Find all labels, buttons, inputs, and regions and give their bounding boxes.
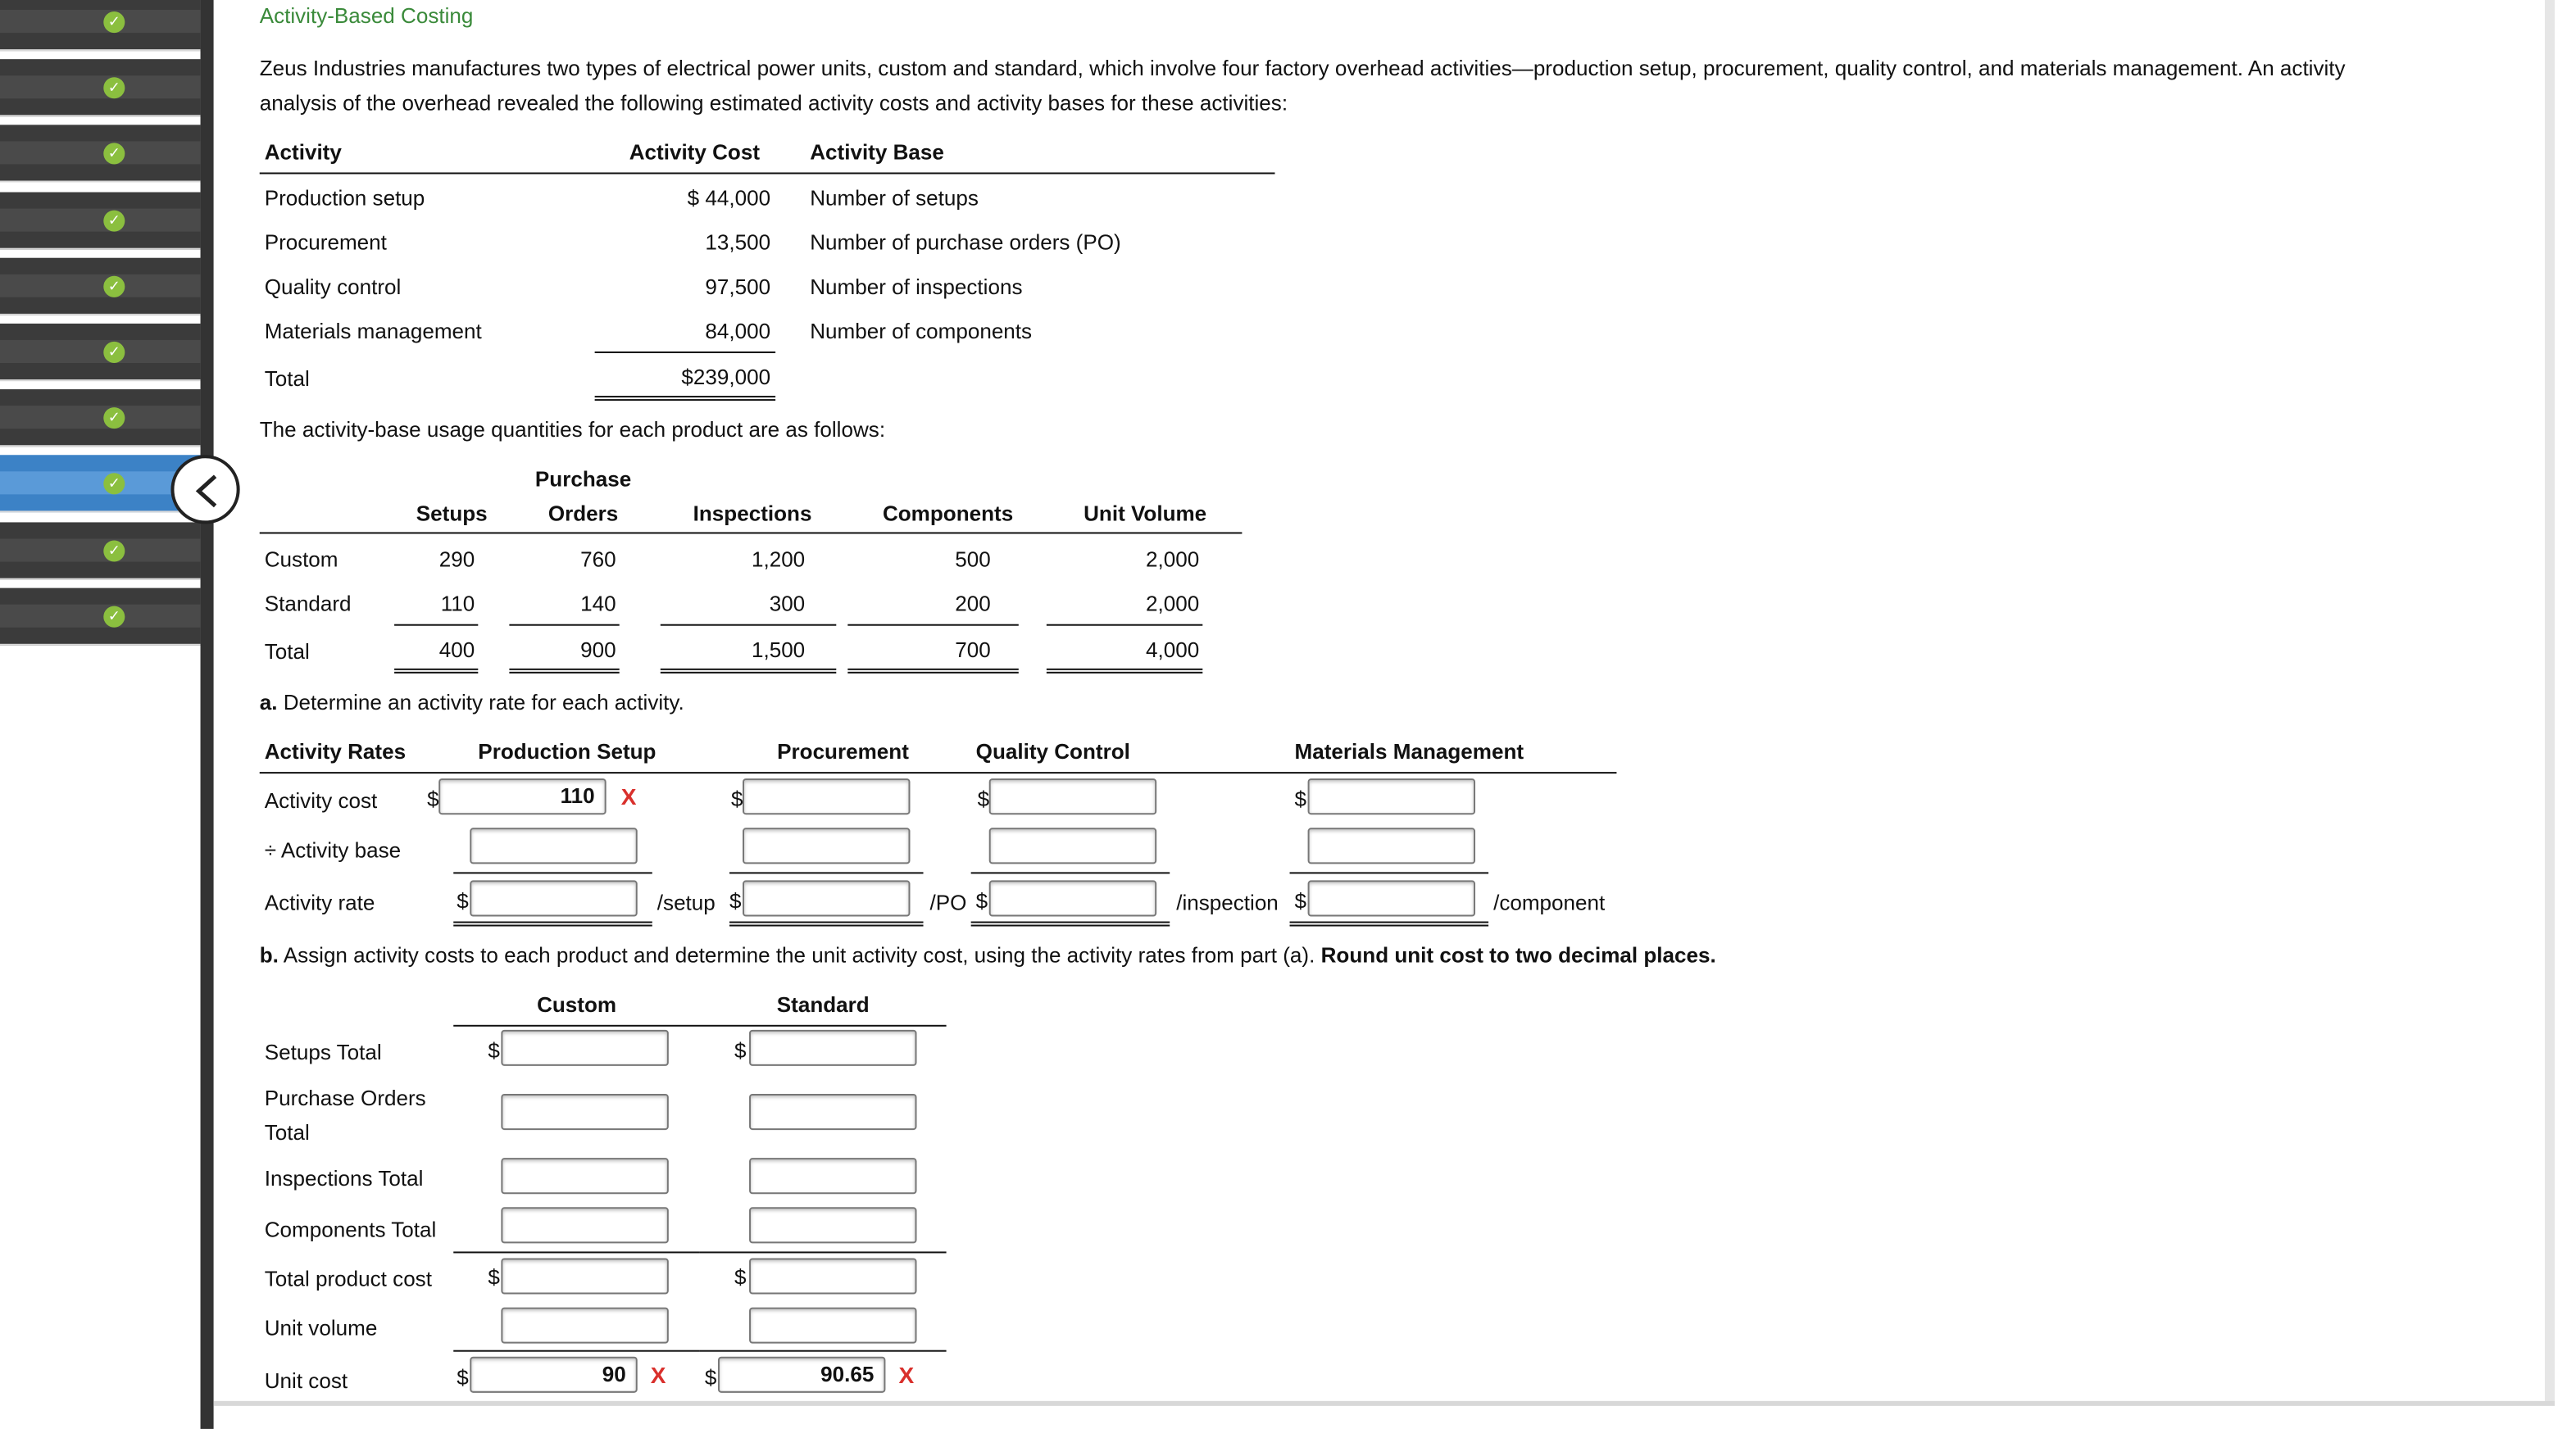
materials-activity-base-input[interactable] xyxy=(1308,828,1475,864)
sidebar-item[interactable] xyxy=(0,522,201,579)
currency-symbol: $ xyxy=(1294,787,1307,812)
row-label-inspections-total: Inspections Total xyxy=(264,1166,424,1191)
t2-total-inspections: 1,500 xyxy=(751,637,806,662)
t2-custom-setups: 290 xyxy=(438,547,475,572)
divider xyxy=(1047,624,1202,626)
t1-row1-cost: $ 44,000 xyxy=(687,185,771,211)
t2-standard-inspections: 300 xyxy=(769,591,806,616)
check-icon: ✓ xyxy=(103,474,125,495)
page-title: Activity-Based Costing xyxy=(259,3,474,29)
unit-per-po: /PO xyxy=(929,890,967,915)
t2-custom-components: 500 xyxy=(955,547,991,572)
part-a-text: Determine an activity rate for each activity. xyxy=(283,689,684,714)
double-underline xyxy=(729,922,924,927)
row-label-activity-base: ÷ Activity base xyxy=(264,837,402,863)
t1-total-cost: $239,000 xyxy=(681,364,771,390)
check-icon: ✓ xyxy=(103,540,125,561)
sidebar-item-bar xyxy=(0,406,201,429)
t1-total-label: Total xyxy=(264,366,310,392)
row-label-setups-total: Setups Total xyxy=(264,1039,382,1064)
standard-unit-cost-input[interactable]: 90.65 xyxy=(718,1357,885,1393)
t1-row1-base: Number of setups xyxy=(810,185,979,211)
standard-inspections-total-input[interactable] xyxy=(749,1158,916,1194)
currency-symbol: $ xyxy=(488,1264,500,1290)
quality-activity-cost-input[interactable] xyxy=(989,778,1156,814)
divider xyxy=(509,624,619,626)
col-header-unit-volume: Unit Volume xyxy=(1084,501,1207,526)
divider xyxy=(260,532,1243,533)
sidebar-item-bar xyxy=(0,604,201,627)
t2-standard-components: 200 xyxy=(955,591,991,616)
double-underline xyxy=(394,669,478,674)
t2-standard-po: 140 xyxy=(580,591,616,616)
custom-unit-volume-input[interactable] xyxy=(501,1308,668,1344)
check-icon: ✓ xyxy=(103,342,125,363)
t1-row4-base: Number of components xyxy=(810,318,1033,343)
sidebar xyxy=(0,0,201,651)
double-underline xyxy=(847,669,1018,674)
currency-symbol: $ xyxy=(729,888,742,914)
double-underline xyxy=(971,922,1170,927)
row-label-purchase-orders-total: Total xyxy=(264,1120,310,1145)
col-header-inspections: Inspections xyxy=(693,501,812,526)
col-header-standard: Standard xyxy=(776,991,870,1017)
currency-symbol: $ xyxy=(1294,888,1307,914)
t1-row1-activity: Production setup xyxy=(264,185,425,211)
bottom-divider xyxy=(214,1401,2555,1406)
t2-row-custom-label: Custom xyxy=(264,547,338,572)
divider xyxy=(260,772,1617,773)
col-header-procurement: Procurement xyxy=(777,739,909,764)
sidebar-item[interactable] xyxy=(0,0,201,51)
sidebar-item-bar xyxy=(0,538,201,561)
t1-row2-base: Number of purchase orders (PO) xyxy=(810,229,1121,255)
sidebar-item[interactable] xyxy=(0,389,201,447)
sidebar-item-bar xyxy=(0,340,201,363)
double-underline xyxy=(1290,922,1489,927)
sidebar-item[interactable] xyxy=(0,60,201,117)
divider xyxy=(595,352,775,353)
t1-row2-cost: 13,500 xyxy=(705,229,771,255)
setup-activity-base-input[interactable] xyxy=(470,828,637,864)
currency-symbol: $ xyxy=(488,1037,500,1063)
custom-setups-total-input[interactable] xyxy=(501,1030,668,1066)
check-icon: ✓ xyxy=(103,11,125,33)
t2-custom-po: 760 xyxy=(580,547,616,572)
check-icon: ✓ xyxy=(103,210,125,231)
part-b-prompt xyxy=(260,943,1716,968)
intro-text-cont: analysis of the overhead revealed the following estimated activity costs and activity bases for these activities: xyxy=(259,90,1288,116)
t2-row-total-label: Total xyxy=(264,638,310,664)
currency-symbol: $ xyxy=(704,1364,717,1390)
divider xyxy=(453,1350,700,1352)
col-header-activity-cost: Activity Cost xyxy=(629,139,761,165)
standard-setups-total-input[interactable] xyxy=(749,1030,916,1066)
divider xyxy=(729,872,924,873)
row-label-total-product-cost: Total product cost xyxy=(264,1266,432,1291)
t2-total-units: 4,000 xyxy=(1146,637,1200,662)
sidebar-item[interactable] xyxy=(0,125,201,183)
t2-total-components: 700 xyxy=(955,637,991,662)
t2-standard-units: 2,000 xyxy=(1146,591,1200,616)
t2-standard-setups: 110 xyxy=(440,591,475,616)
quality-activity-rate-input[interactable] xyxy=(989,880,1156,916)
materials-activity-cost-input[interactable] xyxy=(1308,778,1475,814)
sidebar-item[interactable] xyxy=(0,192,201,249)
currency-symbol: $ xyxy=(734,1037,747,1063)
col-header-production-setup: Production Setup xyxy=(478,739,656,764)
right-scroll-rail xyxy=(2545,0,2555,1404)
intro-text: Zeus Industries manufactures two types of electrical power units, custom and standard, which involve four factory overhead activities—production setup, procurement, quality control, and materials management. An activity xyxy=(259,56,2346,81)
collapse-sidebar-button[interactable] xyxy=(170,455,239,524)
double-underline xyxy=(1047,669,1202,674)
custom-total-product-cost-input[interactable] xyxy=(501,1258,668,1294)
materials-activity-rate-input[interactable] xyxy=(1308,880,1475,916)
t1-row3-base: Number of inspections xyxy=(810,274,1023,299)
divider xyxy=(700,1350,947,1352)
check-icon: ✓ xyxy=(103,275,125,297)
t1-row3-cost: 97,500 xyxy=(705,274,771,299)
currency-symbol: $ xyxy=(457,1364,469,1390)
chevron-left-icon xyxy=(191,473,224,509)
procurement-activity-rate-input[interactable] xyxy=(743,880,910,916)
row-label-unit-volume: Unit volume xyxy=(264,1315,378,1341)
check-icon: ✓ xyxy=(103,606,125,627)
col-header-materials-management: Materials Management xyxy=(1294,739,1524,764)
incorrect-mark: X xyxy=(620,783,637,810)
standard-components-total-input[interactable] xyxy=(749,1207,916,1243)
standard-unit-volume-input[interactable] xyxy=(749,1308,916,1344)
divider xyxy=(394,624,478,626)
sidebar-item-bar xyxy=(0,142,201,165)
divider xyxy=(971,872,1170,873)
col-header-setups: Setups xyxy=(416,501,488,526)
t2-total-po: 900 xyxy=(580,637,616,662)
t2-total-setups: 400 xyxy=(438,637,475,662)
divider xyxy=(700,1251,947,1253)
sidebar-rail xyxy=(201,0,214,1429)
custom-unit-cost-input[interactable]: 90 xyxy=(470,1357,637,1393)
unit-per-setup: /setup xyxy=(656,890,716,915)
double-underline xyxy=(595,396,775,401)
setup-activity-rate-input[interactable] xyxy=(470,880,637,916)
t1-row3-activity: Quality control xyxy=(264,274,402,299)
part-a-prompt xyxy=(260,690,684,714)
t2-row-standard-label: Standard xyxy=(264,591,352,616)
usage-intro: The activity-base usage quantities for each product are as follows: xyxy=(259,417,886,442)
divider xyxy=(847,624,1018,626)
t1-row4-activity: Materials management xyxy=(264,318,482,343)
t2-custom-inspections: 1,200 xyxy=(751,547,806,572)
procurement-activity-cost-input[interactable] xyxy=(743,778,910,814)
col-header-po-bottom: Orders xyxy=(547,501,619,526)
unit-per-inspection: /inspection xyxy=(1176,890,1279,915)
t1-row2-activity: Procurement xyxy=(264,229,387,255)
sidebar-item-bar xyxy=(0,76,201,99)
incorrect-mark: X xyxy=(898,1361,915,1388)
custom-components-total-input[interactable] xyxy=(501,1207,668,1243)
check-icon: ✓ xyxy=(103,78,125,99)
custom-inspections-total-input[interactable] xyxy=(501,1158,668,1194)
currency-symbol: $ xyxy=(977,787,990,812)
part-b-text: Assign activity costs to each product and determine the unit activity cost, using the activity rates from part (a). xyxy=(283,942,1315,968)
check-icon: ✓ xyxy=(103,143,125,165)
row-label-components-total: Components Total xyxy=(264,1217,437,1242)
col-header-po-top: Purchase xyxy=(534,466,632,492)
divider xyxy=(453,872,652,873)
quality-activity-base-input[interactable] xyxy=(989,828,1156,864)
check-icon: ✓ xyxy=(103,407,125,429)
custom-po-total-input[interactable] xyxy=(501,1094,668,1130)
divider xyxy=(260,172,1275,174)
col-header-activity: Activity xyxy=(264,139,342,165)
row-label-activity-rate: Activity rate xyxy=(264,890,375,915)
col-header-quality-control: Quality Control xyxy=(975,739,1130,764)
currency-symbol: $ xyxy=(427,787,439,812)
row-label-purchase-orders: Purchase Orders xyxy=(264,1085,426,1111)
sidebar-item[interactable] xyxy=(0,257,201,315)
col-header-components: Components xyxy=(882,501,1014,526)
divider xyxy=(453,1251,700,1253)
sidebar-item-bar xyxy=(0,208,201,231)
part-a-letter: a. xyxy=(259,689,278,714)
currency-symbol: $ xyxy=(734,1264,747,1290)
sidebar-item-bar xyxy=(0,274,201,297)
part-b-rounding-note: Round unit cost to two decimal places. xyxy=(1320,942,1716,968)
row-label-unit-cost: Unit cost xyxy=(264,1368,348,1393)
unit-per-component: /component xyxy=(1493,890,1606,915)
divider xyxy=(661,624,836,626)
col-header-activity-base: Activity Base xyxy=(810,139,944,165)
double-underline xyxy=(661,669,836,674)
divider xyxy=(1290,872,1489,873)
currency-symbol: $ xyxy=(457,888,469,914)
sidebar-item[interactable] xyxy=(0,324,201,381)
t1-row4-cost: 84,000 xyxy=(705,318,771,343)
divider xyxy=(453,1025,946,1027)
sidebar-item[interactable] xyxy=(0,587,201,645)
sidebar-item-bar xyxy=(0,10,201,33)
col-header-custom: Custom xyxy=(537,991,617,1017)
t2-custom-units: 2,000 xyxy=(1146,547,1200,572)
currency-symbol: $ xyxy=(731,787,743,812)
standard-po-total-input[interactable] xyxy=(749,1094,916,1130)
standard-total-product-cost-input[interactable] xyxy=(749,1258,916,1294)
part-b-letter: b. xyxy=(259,942,279,968)
double-underline xyxy=(453,922,652,927)
incorrect-mark: X xyxy=(650,1361,666,1388)
currency-symbol: $ xyxy=(975,888,988,914)
col-header-activity-rates: Activity Rates xyxy=(264,739,407,764)
double-underline xyxy=(509,669,619,674)
procurement-activity-base-input[interactable] xyxy=(743,828,910,864)
setup-activity-cost-input[interactable]: 110 xyxy=(438,778,606,814)
row-label-activity-cost: Activity cost xyxy=(264,788,378,814)
